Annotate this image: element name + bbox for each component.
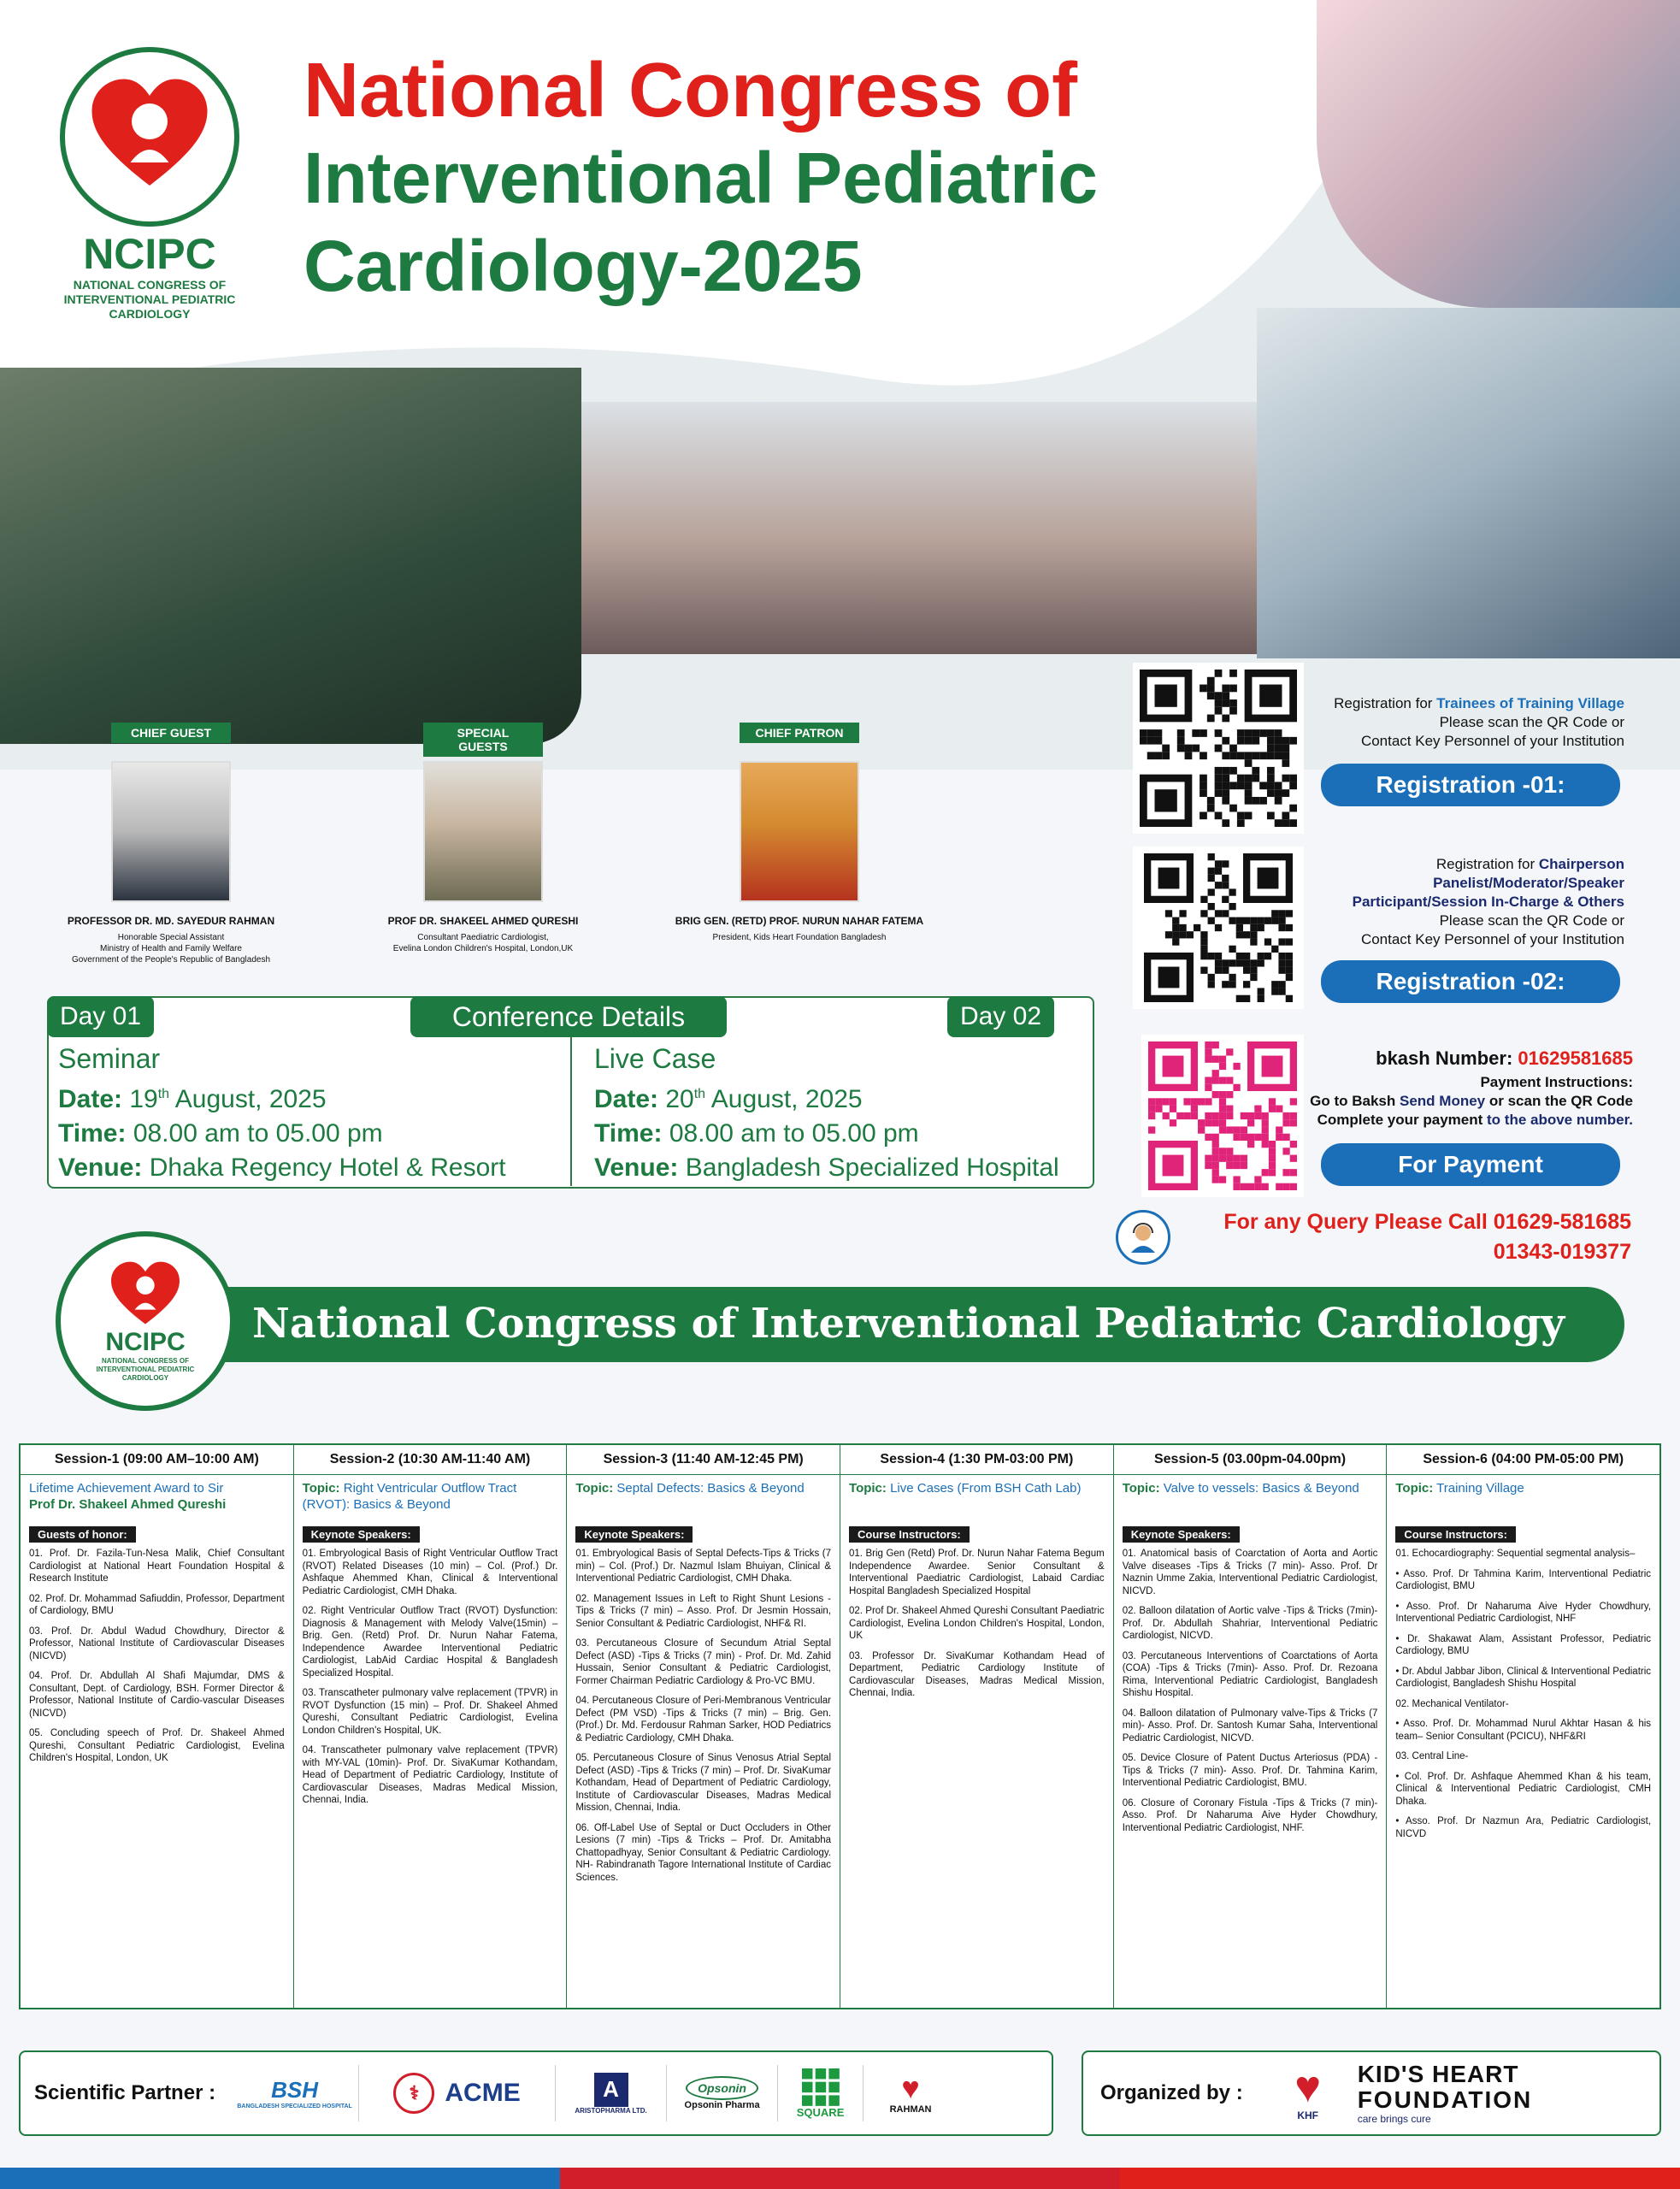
day2-venue: Venue: Bangladesh Specialized Hospital <box>594 1154 1059 1182</box>
session-topic: Topic: Septal Defects: Basics & Beyond <box>575 1481 805 1496</box>
payment-qr[interactable] <box>1141 1035 1304 1197</box>
guest-tag-chief-patron: CHIEF PATRON <box>740 723 859 743</box>
payment-instructions: Payment Instructions: Go to Baksh Send Money or scan the QR Code Complete your payment to the above number. <box>1310 1074 1633 1128</box>
khf-text: KID'S HEART FOUNDATION care brings cure <box>1357 2061 1533 2125</box>
session-column <box>21 1445 294 2008</box>
session-items <box>1114 1548 1387 1842</box>
session-items <box>567 1548 840 1891</box>
registration-02-text: Registration for Chairperson Panelist/Moderator/Speaker Participant/Session In-Charge & Others Please scan the QR Code or Contact Key Personnel of your Institution <box>1352 856 1624 947</box>
special-guest-portrait <box>423 761 543 902</box>
day2-date: Date: 20th August, 2025 <box>594 1085 863 1113</box>
session-item: 02. Prof Dr. Shakeel Ahmed Qureshi Consultant Paediatric Cardiologist, Evelina London Children's Hospital, London, UK <box>849 1606 1105 1641</box>
chief-guest-name: PROFESSOR DR. MD. SAYEDUR RAHMAN <box>67 915 275 927</box>
partner-label: Scientific Partner : <box>34 2081 216 2104</box>
session-column <box>1114 1445 1388 2008</box>
session-item: 03. Professor Dr. SivaKumar Kothandam Head of Department, Pediatric Cardiology Institute of Cardiovascular Diseases, Madras Medical Mission, Chennai, India. <box>849 1650 1105 1698</box>
chief-guest-desc3: Government of the People's Republic of Bangladesh <box>71 955 271 965</box>
partner-rahman-logo: ♥ RAHMAN <box>889 2070 932 2115</box>
session-subheading: Course Instructors: <box>1395 1526 1516 1543</box>
scientific-partners-box <box>19 2050 1053 2136</box>
session-item: 02. Management Issues in Left to Right Shunt Lesions -Tips & Tricks (7 min) – Asso. Prof. Dr Jesmin Hossain, Senior Consultant & Pediatric Cardiologist, NHF& RI. <box>575 1593 832 1629</box>
qr-code-icon <box>1140 670 1297 827</box>
chief-guest-desc1: Honorable Special Assistant <box>117 933 225 942</box>
qr-code-icon <box>1140 853 1297 1002</box>
partner-opsonin-logo: Opsonin Opsonin Pharma <box>667 2065 778 2121</box>
page-title-line1: National Congress of <box>304 48 1078 133</box>
session-header: Session-5 (03.00pm-04.00pm) <box>1114 1445 1387 1475</box>
session-items <box>21 1548 293 1773</box>
session-header: Session-4 (1:30 PM-03:00 PM) <box>840 1445 1113 1475</box>
session-subheading: Keynote Speakers: <box>575 1526 693 1543</box>
session-item: 03. Prof. Dr. Abdul Wadud Chowdhury, Director & Professor, National Institute of Cardiovascular Diseases (NICVD) <box>29 1626 285 1661</box>
bottom-strip-darkred <box>1120 2168 1680 2189</box>
day1-date: Date: 19th August, 2025 <box>58 1085 327 1113</box>
session-header: Session-2 (10:30 AM-11:40 AM) <box>294 1445 567 1475</box>
day1-tag: Day 01 <box>47 996 154 1037</box>
qr-code-icon <box>1148 1041 1297 1190</box>
session-item: 04. Prof. Dr. Abdullah Al Shafi Majumdar, DMS & Consultant, Dept. of Cardiology, BSH. Former Director & Professor, National Institute of Cardio-vascular Diseases (NICVD) <box>29 1671 285 1719</box>
aristo-icon: A <box>594 2073 628 2107</box>
child-doctor-photo <box>1317 0 1680 308</box>
query-line1: For any Query Please Call 01629-581685 <box>1223 1210 1631 1234</box>
day2-tag: Day 02 <box>947 996 1054 1037</box>
session-item: 06. Off-Label Use of Septal or Duct Occluders in Other Lesions (7 min) -Tips & Tricks – Prof. Dr. Amitabha Chattopadhyay, Senior Consultant & Pediatric Cardiology. NH- Rabindranath Tagore International Institute of Cardiac Sciences. <box>575 1822 832 1883</box>
sessions-table <box>19 1443 1661 2009</box>
chief-patron-portrait <box>740 761 859 902</box>
session-item: 01. Anatomical basis of Coarctation of Aorta and Aortic Valve diseases -Tips & Tricks (7 min)- Asso. Prof. Dr Naznin Umme Zakia, Interventional Pediatric Cardiologist, NICVD. <box>1122 1549 1378 1596</box>
session-subheading: Keynote Speakers: <box>1123 1526 1240 1543</box>
session-item: 05. Device Closure of Patent Ductus Arteriosus (PDA) -Tips & Tricks (7 min)- Asso. Prof. Dr. Tahmina Karim, Interventional Pediatric Cardiologist, BMU. <box>1122 1753 1378 1788</box>
guest-tag-chief-guest: CHIEF GUEST <box>111 723 231 743</box>
organized-label: Organized by : <box>1100 2081 1243 2104</box>
session-subheading: Keynote Speakers: <box>303 1526 420 1543</box>
conference-details-title: Conference Details <box>410 996 727 1037</box>
session-item: • Asso. Prof. Dr Tahmina Karim, Interventional Pediatric Cardiologist, BMU <box>1395 1568 1652 1591</box>
partner-bsh-logo: BSH BANGLADESH SPECIALIZED HOSPITAL <box>231 2065 359 2121</box>
logo-subtitle: NATIONAL CONGRESS OF INTERVENTIONAL PEDIATRIC CARDIOLOGY <box>63 278 236 321</box>
bottom-strip-red <box>560 2168 1120 2189</box>
registration-01-text: Registration for Trainees of Training Village Please scan the QR Code or Contact Key Personnel of your Institution <box>1334 695 1624 749</box>
day2-details <box>594 1041 1099 1185</box>
day2-time: Time: 08.00 am to 05.00 pm <box>594 1119 919 1148</box>
banner-logo-abbr: NCIPC <box>105 1328 186 1356</box>
banner-logo <box>56 1231 235 1411</box>
session-items <box>1387 1548 1659 1848</box>
heart-logo-icon <box>107 1260 184 1328</box>
session-item: 05. Percutaneous Closure of Sinus Venosus Atrial Septal Defect (ASD) -Tips & Tricks (7 min) – Prof. Dr. SivaKumar Kothandam, Head of Department of Pediatric Cardiology, Institute of Cardiovascular Diseases, Madras Medical Mission, Chennai, India. <box>575 1753 832 1813</box>
session-items <box>294 1548 567 1814</box>
surgery-team-photo <box>0 368 581 744</box>
partner-square-logo: SQUARE <box>778 2065 864 2121</box>
day2-type: Live Case <box>594 1043 716 1074</box>
session-column <box>840 1445 1114 2008</box>
session-item: 03. Percutaneous Closure of Secundum Atrial Septal Defect (ASD) -Tips & Tricks (7 min) - Prof. Dr. Md. Zahid Hussain, Senior Consultant & Pediatric Cardiologist, Former Chairman Pediatric Cardiology & Pro-VC BMU. <box>575 1638 832 1686</box>
session-column <box>567 1445 840 2008</box>
session-topic: Topic: Training Village <box>1395 1481 1524 1496</box>
khf-heart-icon: ♥ <box>1294 2062 1322 2112</box>
award-ceremony-photo <box>581 402 1257 654</box>
day1-details <box>58 1041 571 1185</box>
page-title-line3: Cardiology-2025 <box>304 226 863 306</box>
logo-abbr: NCIPC <box>83 230 216 278</box>
payment-label[interactable]: For Payment <box>1321 1143 1620 1186</box>
header-logo <box>60 47 239 227</box>
acme-icon: ⚕ <box>393 2073 434 2114</box>
page-title-line2: Interventional Pediatric <box>304 138 1098 218</box>
session-item: 01. Echocardiography: Sequential segmental analysis– <box>1395 1549 1636 1559</box>
session-item: 02. Right Ventricular Outflow Tract (RVOT) Dysfunction: Diagnosis & Management with Melody Valve(15min) – Brig. Gen. (Retd) Prof. Dr. Nurun Nahar Fatema, Independence Awardee Interventional Pediatric Cardiologist, LabAid Cardiac Hospital & Bangladesh Specialized Hospital. <box>302 1606 558 1679</box>
partner-aristopharma-logo: A ARISTOPHARMA LTD. <box>556 2065 667 2121</box>
session-item: 04. Balloon dilatation of Pulmonary valve-Tips & Tricks (7 min)- Asso. Prof. Dr. Santosh Kumar Saha, Interventional Pediatric Cardiologist, NICVD. <box>1122 1708 1378 1744</box>
session-header: Session-6 (04:00 PM-05:00 PM) <box>1387 1445 1659 1475</box>
session-item: • Dr. Shakawat Alam, Assistant Professor, Pediatric Cardiology, BMU <box>1395 1633 1652 1656</box>
session-item: 04. Percutaneous Closure of Peri-Membranous Ventricular Defect (PM VSD) -Tips & Tricks (7 min) – Brig. Gen. (Prof.) Dr. Md. Ferdousur Rahman Sarker, HOD Pediatrics & Pediatric Cardiology, CMH Dhaka. <box>575 1696 832 1744</box>
session-item: • Asso. Prof. Dr. Mohammad Nurul Akhtar Hasan & his team– Senior Consultant (PCICU), NHF&RI <box>1395 1719 1652 1742</box>
session-subheading: Course Instructors: <box>849 1526 970 1543</box>
registration-01-qr[interactable] <box>1133 663 1304 834</box>
guest-tag-special-guests: SPECIAL GUESTS <box>423 723 543 757</box>
session-item: 02. Prof. Dr. Mohammad Safiuddin, Professor, Department of Cardiology, BMU <box>29 1593 285 1616</box>
session-item: 02. Balloon dilatation of Aortic valve -Tips & Tricks (7min)- Prof. Dr. Abdullah Shahriar, Interventional Pediatric Cardiologist, NICVD. <box>1122 1606 1378 1641</box>
chief-patron-desc1: President, Kids Heart Foundation Bangladesh <box>712 933 887 942</box>
chief-guest-desc2: Ministry of Health and Family Welfare <box>100 944 242 953</box>
bkash-number: 01629581685 <box>1518 1047 1633 1069</box>
session-header: Session-1 (09:00 AM–10:00 AM) <box>21 1445 293 1475</box>
session-items <box>840 1548 1113 1708</box>
session-item: • Dr. Abdul Jabbar Jibon, Clinical & Interventional Pediatric Cardiologist, Bangladesh Shishu Hospital <box>1395 1666 1652 1689</box>
session-item: 01. Embryological Basis of Right Ventricular Outflow Tract (RVOT) Related Diseases (10 min) – Col. (Prof.) Dr. Ashfaque Ahemmed Khan, Clinical & Interventional Pediatric Cardiologist, CMH Dhaka. <box>302 1549 558 1596</box>
partner-acme-logo: ⚕ ACME <box>359 2065 556 2121</box>
day1-type: Seminar <box>58 1043 161 1074</box>
special-guest-desc2: Evelina London Children's Hospital, London,UK <box>392 944 574 953</box>
ultrasound-photo <box>1257 308 1680 658</box>
chief-guest-portrait <box>111 761 231 902</box>
session-item: 06. Closure of Coronary Fistula -Tips & Tricks (7 min)- Asso. Prof. Dr Naharuma Aive Hyder Chowdhury, Interventional Pediatric Cardiologist, NHF. <box>1122 1797 1378 1833</box>
session-item: 03. Transcatheter pulmonary valve replacement (TPVR) in RVOT Dysfunction (15 min) – Prof. Dr. Shakeel Ahmed Qureshi, Consultant Pediatric Cardiologist, Evelina London Children's Hospital, UK. <box>302 1688 558 1736</box>
session-item: 05. Concluding speech of Prof. Dr. Shakeel Ahmed Qureshi, Consultant Pediatric Cardiologist, Evelina Children's Hospital, London, UK <box>29 1728 285 1763</box>
chief-patron-name: BRIG GEN. (RETD) PROF. NURUN NAHAR FATEMA <box>675 915 924 927</box>
day1-venue: Venue: Dhaka Regency Hotel & Resort <box>58 1154 506 1182</box>
bottom-strip-blue <box>0 2168 560 2189</box>
session-item: 01. Prof. Dr. Fazila-Tun-Nesa Malik, Chief Consultant Cardiologist at National Heart Foundation Hospital & Research Institute <box>29 1549 285 1584</box>
session-item: • Asso. Prof. Dr Nazmun Ara, Pediatric Cardiologist, NICVD <box>1395 1816 1652 1839</box>
banner-logo-sub: NATIONAL CONGRESS OF INTERVENTIONAL PEDIATRIC CARDIOLOGY <box>96 1357 195 1382</box>
registration-01-label[interactable]: Registration -01: <box>1321 764 1620 806</box>
organizer-box <box>1082 2050 1661 2136</box>
opsonin-icon: Opsonin <box>686 2076 758 2100</box>
session-item: 03. Percutaneous Interventions of Coarctations of Aorta (COA) -Tips & Tricks (7min)- Asso. Prof. Dr. Rezoana Rima, Interventional Pediatric Cardiologist, Bangladesh Shishu Hospital. <box>1122 1650 1378 1698</box>
session-topic: Topic: Live Cases (From BSH Cath Lab) <box>849 1481 1082 1496</box>
session-item: 01. Brig Gen (Retd) Prof. Dr. Nurun Nahar Fatema Begum Independence Awardee. Senior Consultant & Interventional Paediatric Cardiologist, Labaid Cardiac Hospital Bangladesh Specialized Hospital <box>849 1549 1105 1596</box>
session-topic: Topic: Valve to vessels: Basics & Beyond <box>1122 1481 1359 1496</box>
banner-title: National Congress of Interventional Pediatric Cardiology <box>252 1300 1565 1348</box>
session-item: 03. Central Line- <box>1395 1751 1469 1761</box>
session-topic: Topic: Right Ventricular Outflow Tract (RVOT): Basics & Beyond <box>302 1481 517 1512</box>
query-line2: 01343-019377 <box>1493 1240 1631 1264</box>
registration-02-qr[interactable] <box>1133 847 1304 1009</box>
session-column <box>1387 1445 1659 2008</box>
registration-02-label[interactable]: Registration -02: <box>1321 960 1620 1003</box>
khf-logo: ♥ KHF <box>1294 2062 1322 2121</box>
session-column <box>294 1445 568 2008</box>
session-header: Session-3 (11:40 AM-12:45 PM) <box>567 1445 840 1475</box>
special-guest-desc1: Consultant Paediatric Cardiologist, <box>417 933 549 942</box>
session-item: 02. Mechanical Ventilator- <box>1395 1698 1509 1709</box>
rahman-heart-icon: ♥ <box>901 2070 920 2105</box>
day1-time: Time: 08.00 am to 05.00 pm <box>58 1119 383 1148</box>
square-logo-icon <box>802 2068 840 2106</box>
session-item: 01. Embryological Basis of Septal Defects-Tips & Tricks (7 min) – Col. (Prof.) Dr. Nazmul Islam Bhuiyan, Clinical & Interventional Pediatric Cardiologist, CMH Dhaka. <box>575 1549 832 1584</box>
session-topic: Lifetime Achievement Award to Sir Prof Dr. Shakeel Ahmed Qureshi <box>29 1481 227 1512</box>
session-item: • Col. Prof. Dr. Ashfaque Ahemmed Khan & his team, Clinical & Interventional Pediatric Cardiologist, CMH Dhaka. <box>1395 1771 1652 1807</box>
session-item: • Asso. Prof. Dr Naharuma Aive Hyder Chowdhury, Interventional Pediatric Cardiologist, NHF <box>1395 1601 1652 1624</box>
special-guest-name: PROF DR. SHAKEEL AHMED QURESHI <box>387 915 579 927</box>
session-item: 04. Transcatheter pulmonary valve replacement (TPVR) with MY-VAL (10min)- Prof. Dr. SivaKumar Kothandam, Head of Department of Pediatric Cardiology, Institute of Cardiovascular Diseases, Madras Medical Mission, Chennai, India. <box>302 1745 558 1805</box>
bkash-line: bkash Number: 01629581685 <box>1376 1047 1633 1069</box>
heart-logo-icon <box>85 73 214 201</box>
session-subheading: Guests of honor: <box>29 1526 136 1543</box>
